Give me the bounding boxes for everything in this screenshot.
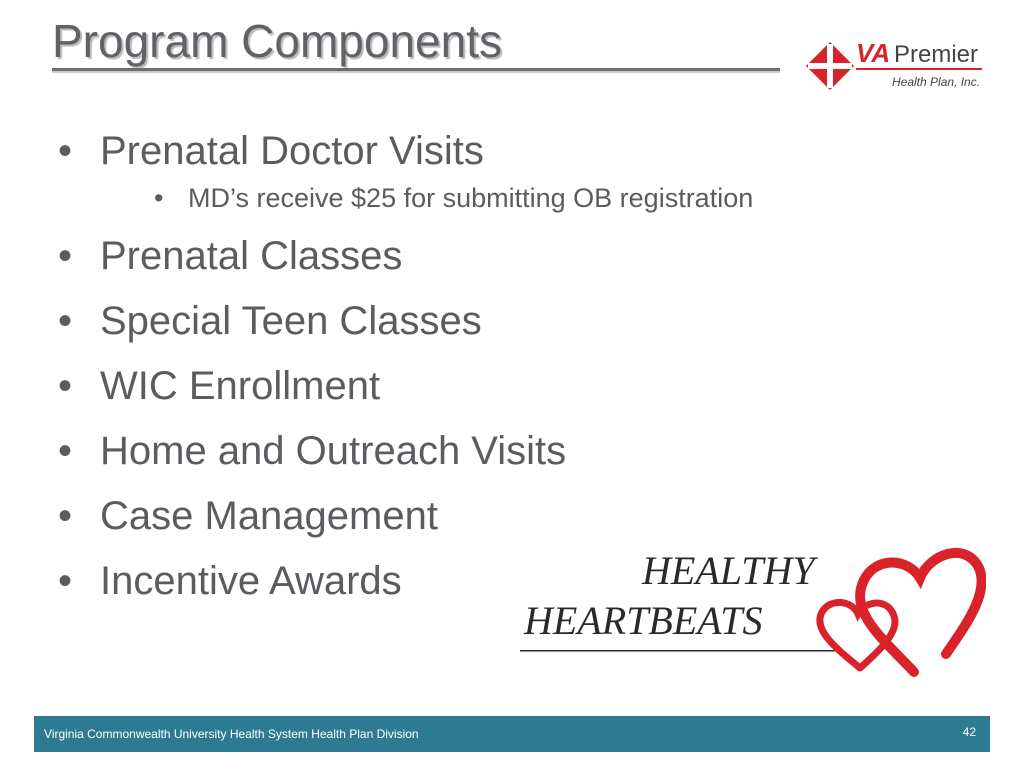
- sub-bullet-text: MD’s receive $25 for submitting OB registration: [188, 183, 754, 213]
- footer-text: Virginia Commonwealth University Health System Health Plan Division: [44, 727, 419, 741]
- heartbeats-text: HEARTBEATS: [524, 598, 763, 643]
- bullet-text: Case Management: [100, 494, 438, 538]
- bullet-item: [58, 298, 753, 344]
- sub-bullet-item: [100, 182, 753, 214]
- bullet-text: Prenatal Classes: [100, 234, 403, 278]
- bullet-item: [58, 233, 753, 279]
- bullet-text: Home and Outreach Visits: [100, 429, 567, 473]
- health-plan-text: Health Plan, Inc.: [892, 75, 981, 89]
- va-text: VA: [856, 38, 891, 68]
- va-premier-logo: [806, 36, 984, 100]
- bullet-text: Prenatal Doctor Visits: [100, 129, 484, 173]
- sub-bullet-list: [100, 182, 753, 214]
- title-underline: [52, 68, 780, 71]
- bullet-item: [58, 128, 753, 214]
- bullet-text: WIC Enrollment: [100, 364, 381, 408]
- footer-bar: [34, 716, 990, 752]
- premier-text: Premier: [894, 41, 979, 68]
- hearts-icon: [820, 553, 982, 672]
- red-cross-diamond-icon: [806, 42, 854, 90]
- healthy-heartbeats-logo: [516, 532, 986, 678]
- bullet-text: Incentive Awards: [100, 559, 402, 603]
- bullet-item: [58, 363, 753, 409]
- healthy-text: HEALTHY: [642, 548, 815, 593]
- page-number: 42: [962, 725, 976, 739]
- slide-title: Program Components: [52, 15, 502, 67]
- bullet-item: [58, 428, 753, 474]
- bullet-text: Special Teen Classes: [100, 299, 482, 343]
